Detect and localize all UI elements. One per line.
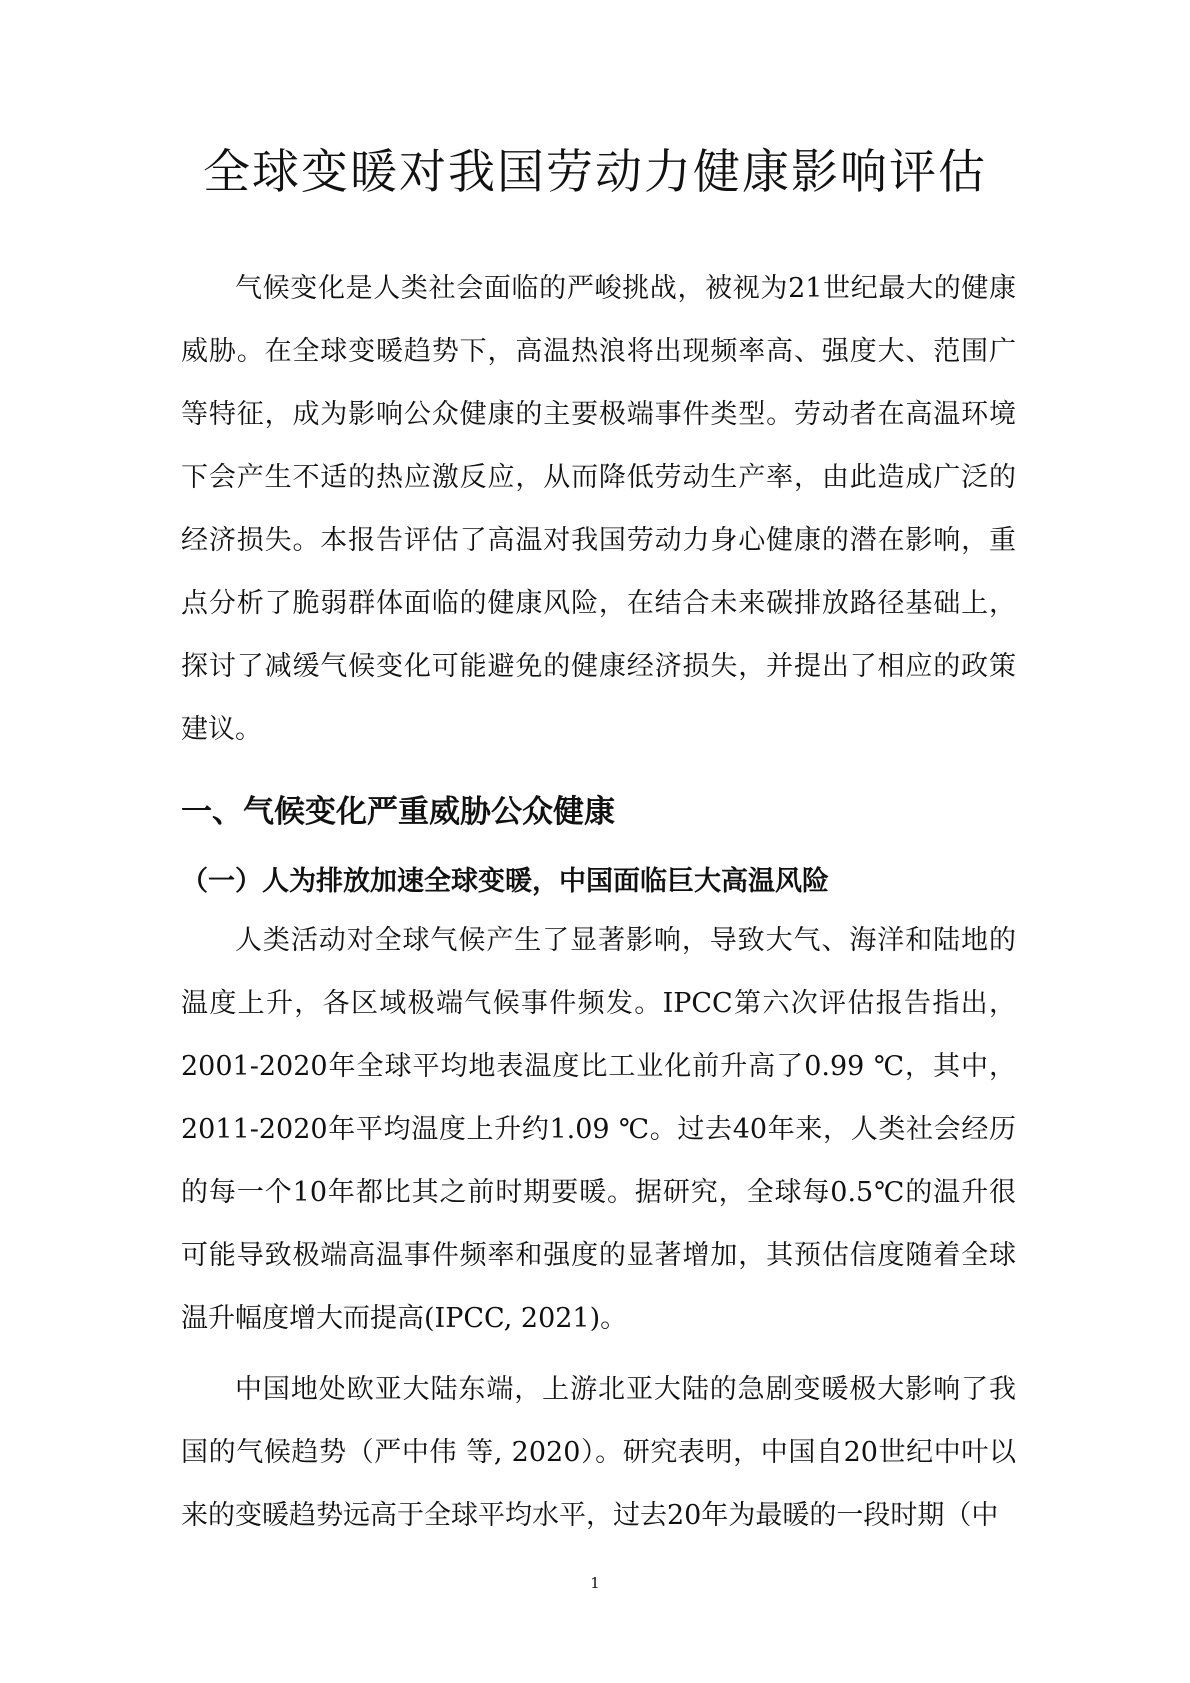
document-title: 全球变暖对我国劳动力健康影响评估	[203, 145, 987, 200]
section-heading: 一、气候变化严重威胁公众健康	[181, 794, 615, 830]
subsection-heading: （一）人为排放加速全球变暖，中国面临巨大高温风险	[181, 866, 829, 897]
page-number: 1	[590, 1574, 600, 1592]
body-paragraph-china: 中国地处欧亚大陆东端，上游北亚大陆的急剧变暖极大影响了我国的气候趋势（严中伟 等, 2020）。研究表明，中国自20世纪中叶以来的变暖趋势远高于全球平均水平，过去20年为最暖的一段时期（中	[181, 1374, 1016, 1531]
body-paragraph-warming: 人类活动对全球气候产生了显著影响，导致大气、海洋和陆地的温度上升，各区域极端气候事件频发。IPCC第六次评估报告指出，2001-2020年全球平均地表温度比工业化前升高了0.99 ℃，其中，2011-2020年平均温度上升约1.09 ℃。过去40年来，人类社会经历的每一个10年都比其之前时期要暖。据研究，全球每0.5℃的温升很可能导致极端高温事件频率和强度的显著增加，其预估信度随着全球温升幅度增大而提高(IPCC, 2021)。	[181, 925, 1016, 1334]
intro-paragraph: 气候变化是人类社会面临的严峻挑战，被视为21世纪最大的健康威胁。在全球变暖趋势下，高温热浪将出现频率高、强度大、范围广等特征，成为影响公众健康的主要极端事件类型。劳动者在高温环境下会产生不适的热应激反应，从而降低劳动生产率，由此造成广泛的经济损失。本报告评估了高温对我国劳动力身心健康的潜在影响，重点分析了脆弱群体面临的健康风险，在结合未来碳排放路径基础上，探讨了减缓气候变化可能避免的健康经济损失，并提出了相应的政策建议。	[181, 273, 1016, 745]
